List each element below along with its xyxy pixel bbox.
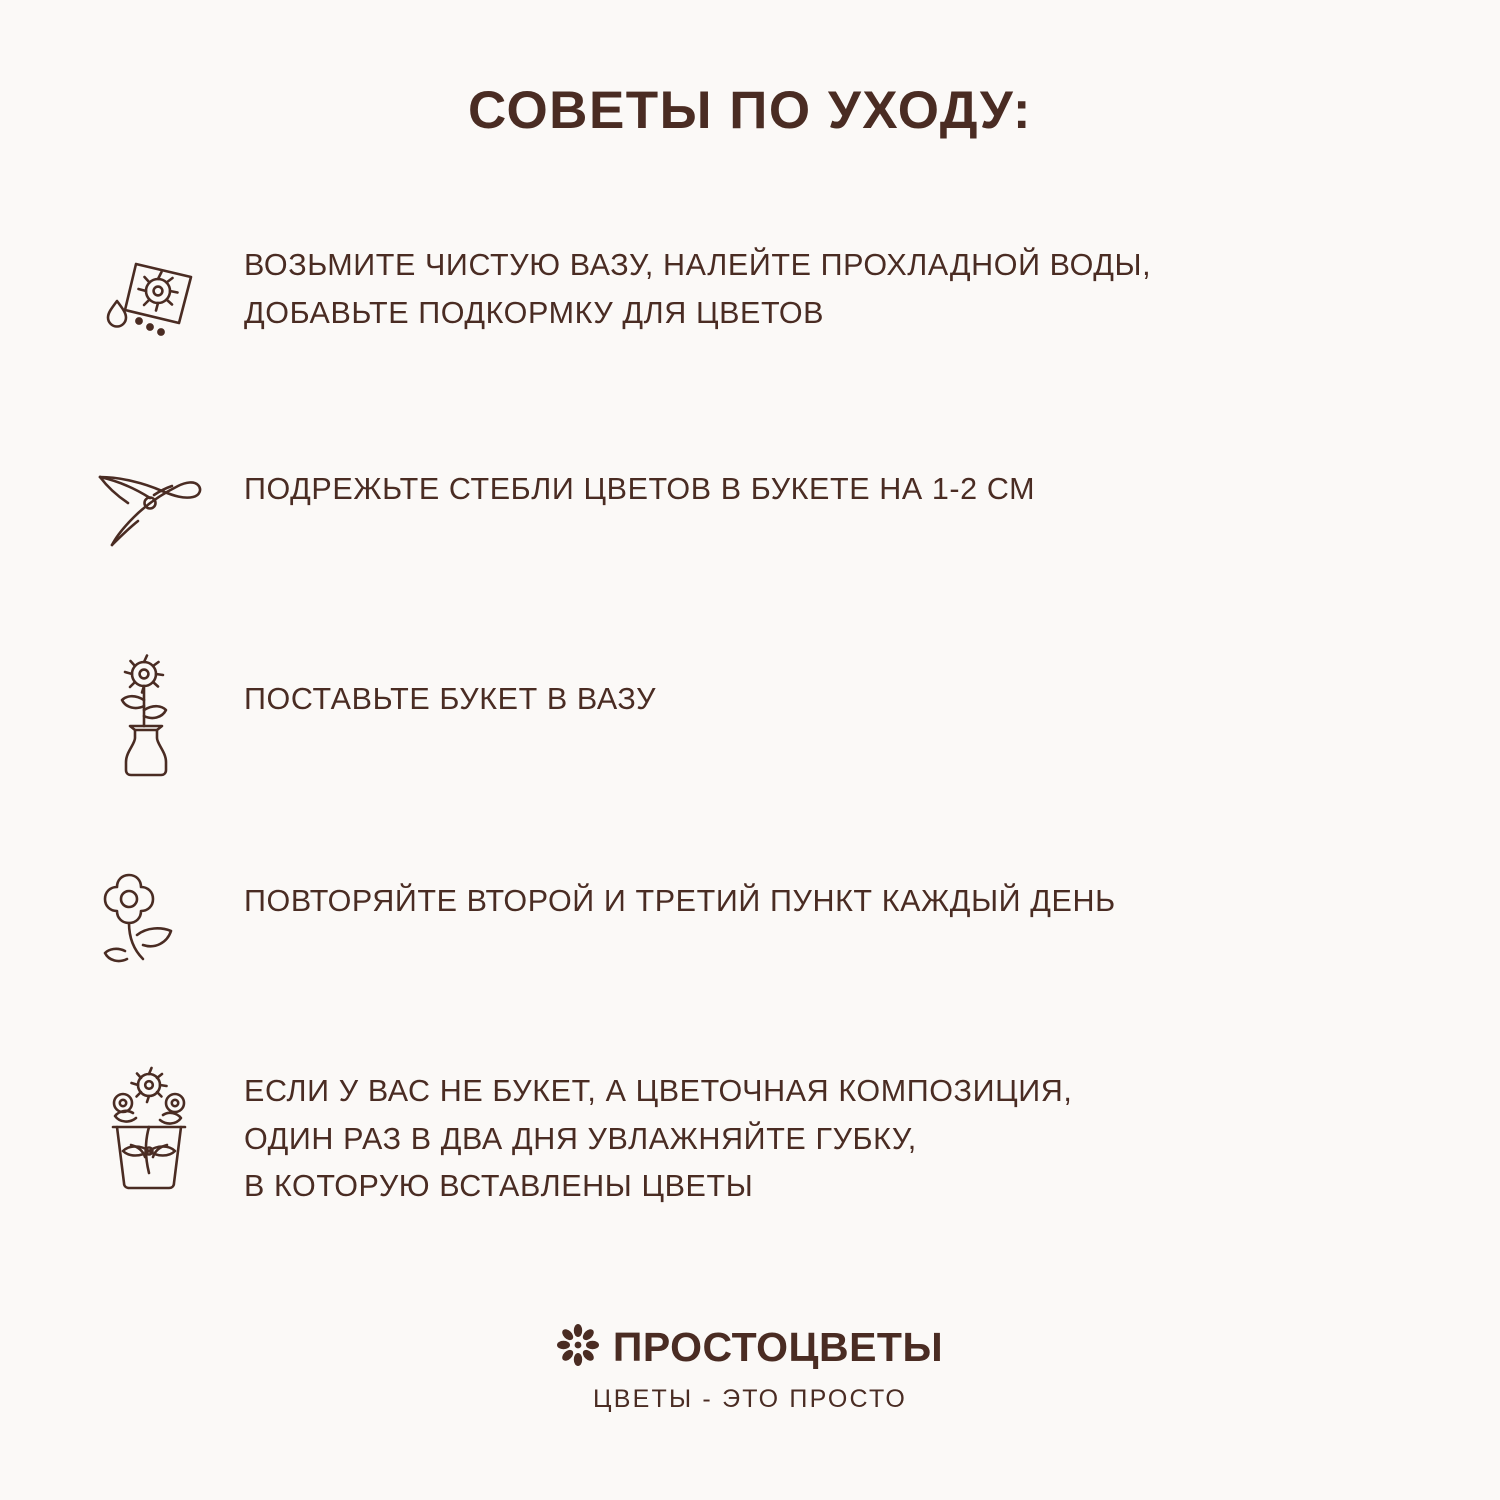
brand-tagline: ЦВЕТЫ - ЭТО ПРОСТО [593, 1385, 907, 1413]
tip-item-5 [0, 1062, 1500, 1210]
tip-text-5 [216, 1062, 1072, 1210]
brand-lockup [557, 1324, 943, 1371]
page-title: СОВЕТЫ ПО УХОДУ: [467, 81, 1032, 140]
tip-text-1-line-1: ВОЗЬМИТЕ ЧИСТУЮ ВАЗУ, НАЛЕЙТЕ ПРОХЛАДНОЙ ВОДЫ, [244, 248, 1152, 283]
tip-item-4 [0, 852, 1500, 984]
tip-text-3 [216, 650, 656, 723]
tip-item-2 [0, 440, 1500, 572]
tip-text-2 [216, 440, 1035, 513]
pruning-shears-icon [84, 440, 216, 572]
tip-text-3-line-1: ПОСТАВЬТЕ БУКЕТ В ВАЗУ [244, 682, 657, 717]
tips-list [0, 228, 1500, 1210]
tip-item-1 [0, 228, 1500, 360]
brand-name: ПРОСТОЦВЕТЫ [612, 1324, 944, 1370]
tip-text-5-line-1: ЕСЛИ У ВАС НЕ БУКЕТ, А ЦВЕТОЧНАЯ КОМПОЗИЦИЯ, [244, 1074, 1073, 1109]
tip-text-1 [216, 228, 1151, 337]
footer [0, 1324, 1500, 1414]
tip-text-1-line-2: ДОБАВЬТЕ ПОДКОРМКУ ДЛЯ ЦВЕТОВ [244, 295, 825, 330]
flower-food-packet-icon [84, 228, 216, 360]
tip-text-4 [216, 852, 1116, 925]
tip-item-3 [0, 650, 1500, 782]
tip-text-4-line-1: ПОВТОРЯЙТЕ ВТОРОЙ И ТРЕТИЙ ПУНКТ КАЖДЫЙ ДЕНЬ [244, 884, 1116, 919]
tip-text-2-line-1: ПОДРЕЖЬТЕ СТЕБЛИ ЦВЕТОВ В БУКЕТЕ НА 1-2 СМ [244, 472, 1036, 507]
tip-text-5-line-2: ОДИН РАЗ В ДВА ДНЯ УВЛАЖНЯЙТЕ ГУБКУ, [244, 1121, 917, 1156]
flower-basket-icon [84, 1062, 216, 1194]
flower-with-leaf-icon [84, 852, 216, 984]
flower-in-vase-icon [84, 650, 216, 782]
flower-logo-icon [557, 1324, 599, 1371]
tip-text-5-line-3: В КОТОРУЮ ВСТАВЛЕНЫ ЦВЕТЫ [244, 1168, 754, 1203]
